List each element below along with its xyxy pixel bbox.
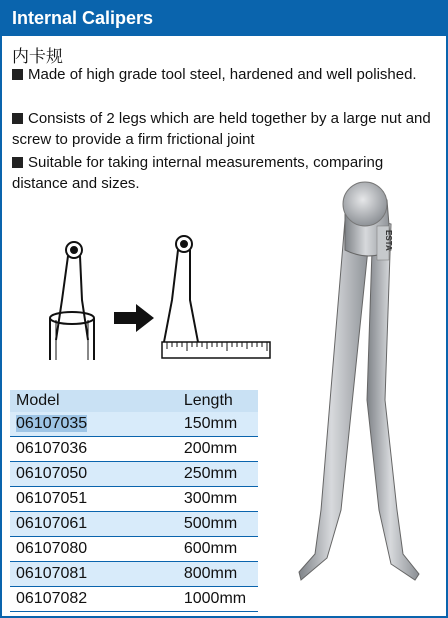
bullet-square-icon — [12, 157, 23, 168]
table-row — [10, 412, 258, 437]
chinese-subtitle: 内卡规 — [12, 47, 63, 67]
length-cell: 150mm — [183, 415, 238, 432]
feature-bullet-2: Consists of 2 legs which are held together by a large nut and screw to provide a firm frictional joint — [12, 110, 431, 148]
caliper-on-ruler-diagram — [162, 236, 270, 358]
caliper-right-leg — [367, 220, 419, 580]
table-row — [10, 437, 258, 462]
length-cell: 200mm — [183, 440, 238, 457]
title-bar — [2, 2, 446, 36]
model-cell: 06107035 — [16, 415, 88, 432]
column-header-model: Model — [16, 392, 60, 409]
feature-bullet-3: Suitable for taking internal measurements, comparing distance and sizes. — [12, 154, 384, 192]
table-header — [10, 390, 258, 412]
table-row — [10, 537, 258, 562]
table-row — [10, 562, 258, 587]
model-cell: 06107036 — [16, 440, 88, 457]
length-cell: 500mm — [183, 515, 238, 532]
usage-illustration — [22, 230, 272, 370]
caliper-in-tube-diagram — [50, 242, 94, 360]
table-body — [10, 412, 258, 612]
length-cell: 800mm — [183, 565, 238, 582]
model-cell: 06107080 — [16, 540, 88, 557]
arrow-right-icon — [114, 304, 154, 332]
length-cell: 600mm — [183, 540, 238, 557]
bullet-square-icon — [12, 113, 23, 124]
table-row — [10, 462, 258, 487]
caliper-nut — [343, 182, 387, 226]
model-cell: 06107051 — [16, 490, 88, 507]
model-cell: 06107050 — [16, 465, 88, 482]
feature-bullet-1: Made of high grade tool steel, hardened and well polished. — [12, 64, 440, 85]
model-table — [10, 390, 258, 612]
model-cell: 06107081 — [16, 565, 88, 582]
length-cell: 1000mm — [183, 590, 247, 607]
column-header-length: Length — [183, 392, 233, 409]
page-title: Internal Calipers — [12, 8, 154, 28]
caliper-left-leg — [299, 220, 371, 580]
length-cell: 300mm — [183, 490, 238, 507]
bullet-square-icon — [12, 69, 23, 80]
table-row — [10, 587, 258, 612]
length-cell: 250mm — [183, 465, 238, 482]
model-cell: 06107061 — [16, 515, 88, 532]
model-cell: 06107082 — [16, 590, 88, 607]
table-row — [10, 487, 258, 512]
brand-stamp: ESTA — [384, 230, 393, 251]
table-row — [10, 512, 258, 537]
caliper-product-photo — [287, 180, 447, 590]
